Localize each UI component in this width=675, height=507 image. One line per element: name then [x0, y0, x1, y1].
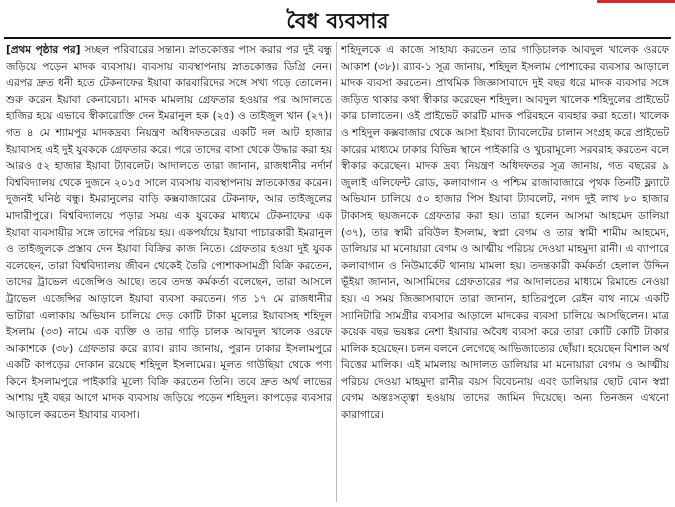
article-column-left — [6, 42, 332, 504]
article-text-right: শহিদুলকে এ কাজে সাহায্য করতেন তার গাড়িচালক আবদুল খালেক ওরফে আকাশ (৩৮)। র‌্যাব-১ সূত্র জানায়, শহিদুল ইসলাম পোশাকের ব্যবসার আড়ালে মাদক ব্যবসা করতেন। প্রাথমিক জিজ্ঞাসাবাদে দুই বছর ধরে মাদক ব্যবসার সঙ্গে জড়িত থাকার কথা স্বীকার করেছেন শহিদুল। আবদুল খালেক শহিদুলের প্রাইভেট কার চালাতেন। ওই প্রাইভেট কারটি মাদক পরিবহনে ব্যবহার করা হতো। খালেক ও শহিদুল কক্সবাজার থেকে আসা ইয়াবা ট্যাবলেটের চালান সংগ্রহ করে প্রাইভেট কারের মাধ্যমে ঢাকার বিভিন্ন স্থানে পাইকারি ও খুচরামূল্যে সরবরাহ করতেন বলে স্বীকার করেছেন। মাদক দ্রব্য নিয়ন্ত্রণ অধিদফতর সূত্র জানায়, গত বছরের ৯ জুলাই এলিফেন্ট রোড, কলাবাগান ও পশ্চিম রাজাবাজারে পৃথক তিনটি ফ্ল্যাটে অভিযান চালিয়ে ৫০ হাজার পিস ইয়াবা ট্যাবলেট, নগদ দুই লাখ ৮০ হাজার টাকাসহ ছয়জনকে গ্রেফতার করা হয়। তারা হলেন আসমা আহমেদ ডালিয়া (৩৭), তার স্বামী রবিউল ইসলাম, স্বপ্না বেগম ও তার স্বামী শামীম আহমেদ, ডালিয়ার মা মনোয়ারা বেগম ও আত্মীয় পরিচয় দেওয়া মাহমুদা রানী। এ ব্যাপারে কলাবাগান ও নিউমার্কেট থানায় মামলা হয়। তদন্তকারী কর্মকর্তা হেলাল উদ্দিন ভূঁইয়া জানান, আসামিদের গ্রেফতারের পর আদালতের মাধ্যমে রিমান্ডে নেওয়া হয়। এ সময় জিজ্ঞাসাবাদে তারা জানান, হাতিরপুলে রেইন বাথ নামে একটি স্যানিটারি সামগ্রীর ব্যবসার আড়ালে মাদকের ব্যবসা চালিয়ে আসছিলেন। মাত্র কয়েক বছর ভয়ঙ্কর নেশা ইয়াবার অবৈধ ব্যবসা করে তারা কোটি কোটি টাকার মালিক হয়েছেন। চলন বলনে লেগেছে আভিজাত্যের ছোঁয়া। হয়েছেন বিশাল অর্থ বিত্তের মালিক। এই মামলায় আদালত ডালিয়ার মা মনোয়ারা বেগম ও আত্মীয় পরিচয় দেওয়া মাহমুদা রানীর বয়স বিবেচনায় এবং ডালিয়ার ছোট বোন স্বপ্না বেগম অন্তঃসত্ত্বা হওয়ায় তাদের জামিন দিয়েছে। অন্য তিনজন এখনো কারাগারে। — [341, 44, 669, 422]
article-headline: বৈধ ব্যবসার — [286, 9, 389, 33]
article-column-right — [341, 42, 669, 504]
column-divider — [336, 42, 337, 502]
top-accent-bar — [597, 0, 675, 3]
article-paragraph-right — [341, 42, 669, 424]
article-text-left: সচ্ছল পরিবারের সন্তান। স্নাতকোত্তর পাস করার পর দুই বন্ধু জড়িয়ে পড়েন মাদক ব্যবসায়। ব্যবসায় ব্যবস্থাপনায় স্নাতকোত্তর ডিগ্রি নেন। এরপর দ্রুত ধনী হতে টেকনাফের ইয়াবা কারবারিদের সঙ্গে সখ্য গড়ে তোলেন। শুরু করেন ইয়াবা কেনাবেচা। মাদক মামলায় গ্রেফতার হওয়ার পর আদালতে হাজির হয়ে এভাবে স্বীকারোক্তি দেন ইমরানুল হক (২৫) ও তাইজুল খান (২৭)। গত ৪ মে শ্যামপুর মাদকদ্রব্য নিয়ন্ত্রণ অধিদফতরের একটি দল আট হাজার ইয়াবাসহ এই দুই যুবককে গ্রেফতার করে। পরে তাদের বাসা থেকে উদ্ধার করা হয় আরও ৫২ হাজার ইয়াবা ট্যাবলেট। আদালতে তারা জানান, রাজধানীর নর্দার্ন বিশ্ববিদ্যালয় থেকে দুজনে ২০১৫ সালে ব্যবসায় ব্যবস্থাপনায় স্নাতকোত্তর করেন। দুজনই ঘনিষ্ঠ বন্ধু। ইমরানুলের বাড়ি কক্সবাজারের টেকনাফ, আর তাইজুলের মাদারীপুরে। বিশ্ববিদ্যালয়ে পড়ার সময় এক যুবকের মাধ্যমে টেকনাফের এক ইয়াবা ব্যবসায়ীর সঙ্গে তাদের পরিচয় হয়। একপর্যায়ে ইয়াবা পাচারকারী ইমরানুল ও তাইজুলকে প্রস্তাব দেন ইয়াবা বিক্রির কাজ নিতে। গ্রেফতার হওয়া দুই যুবক বলেছেন, তারা বিশ্ববিদ্যালয় জীবন থেকেই তৈরি পোশাকসামগ্রী বিক্রি করতেন, তাদের ট্রাভেল এজেন্সিও আছে। তবে তদন্ত কর্মকর্তা বলেছেন, তারা আসলে ট্রাভেল এজেন্সির আড়ালে ইয়াবা ব্যবসা করতেন। গত ১৭ মে রাজধানীর ভাটারা এলাকায় অভিযান চালিয়ে দেড় কোটি টাকা মূল্যের ইয়াবাসহ শহিদুল ইসলাম (৩৩) নামে এক ব্যক্তি ও তার গাড়ি চালক আবদুল খালেক ওরফে আকাশকে (৩৮) গ্রেফতার করে র‌্যাব। র‌্যাব জানায়, পুরান ঢাকার ইসলামপুরে একটি কাপড়ের দোকান রয়েছে শহিদুল ইসলামের। মূলত গাউছিয়া থেকে পণ্য কিনে ইসলামপুরে পাইকারি মূল্যে বিক্রি করতেন তিনি। তবে দ্রুত অর্থ লাভের আশায় দুই বছর আগে মাদক ব্যবসায় জড়িয়ে পড়েন শহিদুল। কাপড়ের ব্যবসার আড়ালে করতেন ইয়াবার ব্যবসা। — [6, 44, 332, 422]
continuation-label: [প্রথম পৃষ্ঠার পর] — [6, 44, 81, 56]
article-paragraph-left — [6, 42, 332, 424]
headline-container — [0, 6, 675, 36]
headline-rule — [4, 37, 671, 39]
